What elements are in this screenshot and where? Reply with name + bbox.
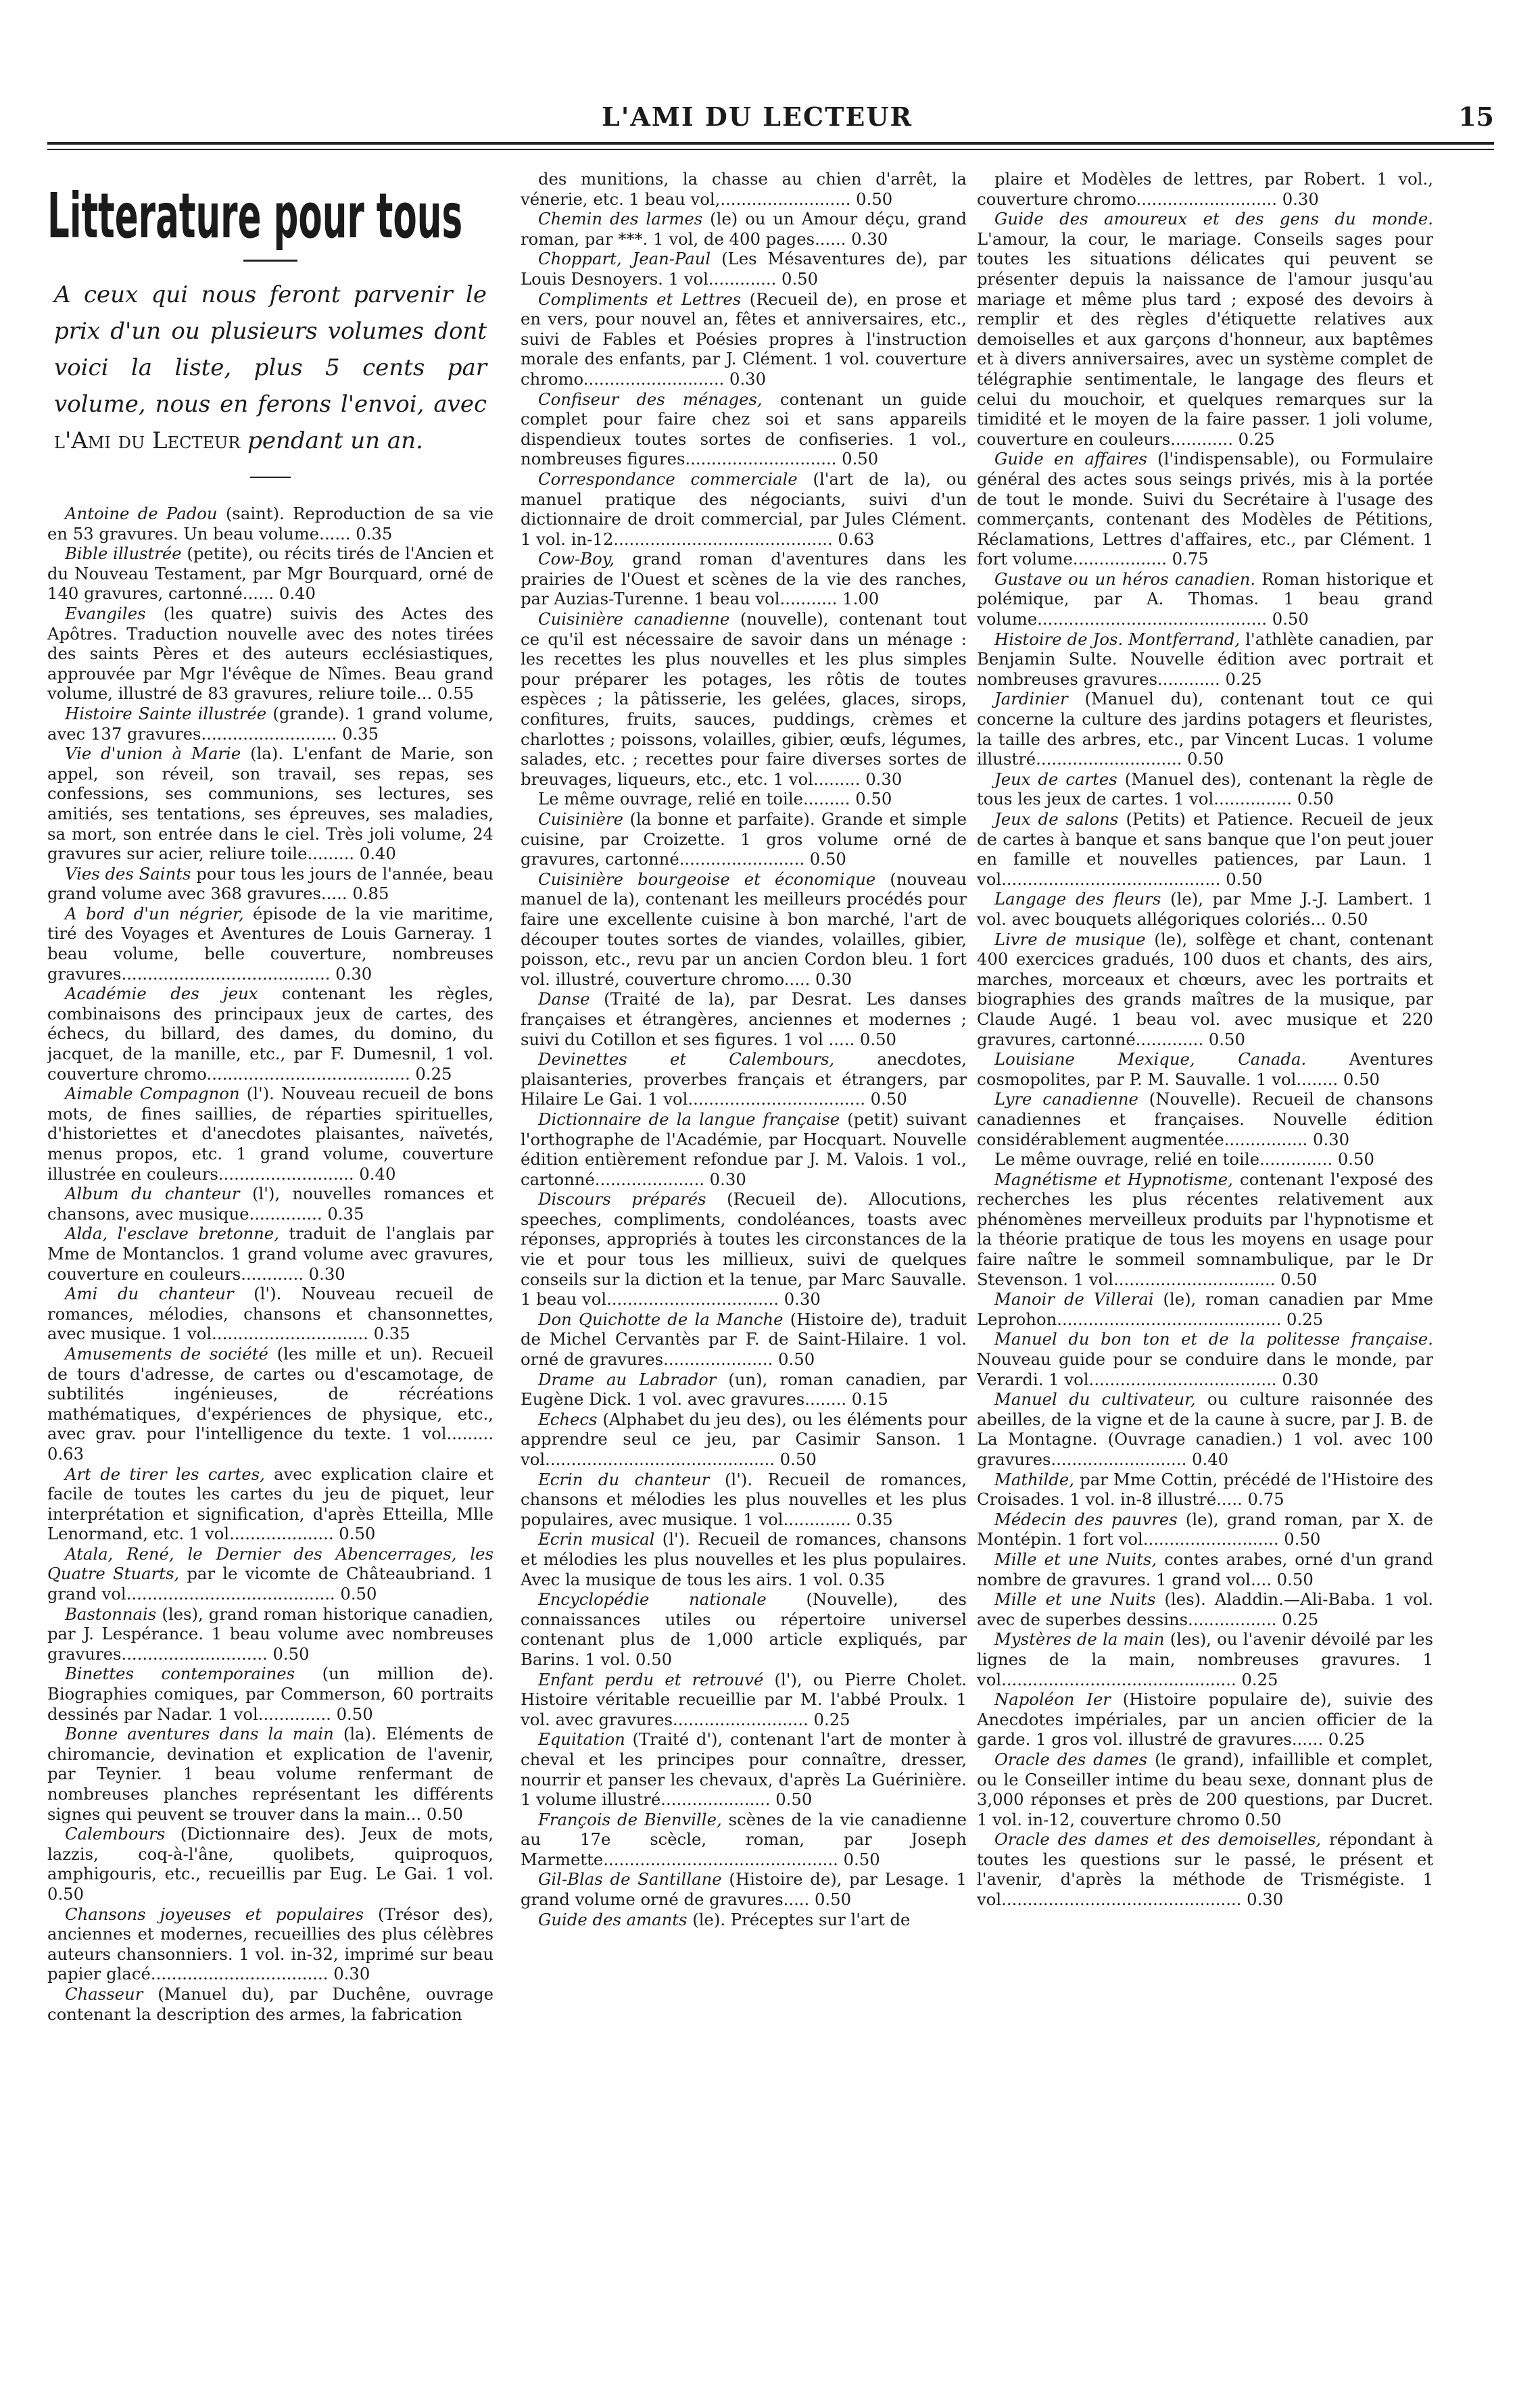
column-1-entries <box>47 504 494 2024</box>
section-intro <box>54 276 487 459</box>
catalog-entry <box>47 704 494 744</box>
catalog-entry <box>977 809 1433 889</box>
entry-description: (Recueil de). Allocutions, speeches, compliments, condoléances, toasts avec réponses, appropriés à toutes les circonstances de la vie et pour tous les millieux, suivi de quelques conseils sur la diction et la tenue, par Marc Sauvalle. 1 beau vol................................. 0.30 <box>521 1189 967 1309</box>
entry-description: Nouveau guide pour se conduire dans le monde, par Verardi. 1 vol.................................... 0.30 <box>977 1349 1433 1389</box>
entry-title: Gustave ou un héros canadien. <box>994 569 1256 589</box>
running-title: L'AMI DU LECTEUR <box>602 101 913 132</box>
entry-title: Compliments et Lettres <box>538 289 742 309</box>
catalog-entry <box>977 1389 1433 1469</box>
entry-title: Alda, l'esclave bretonne, <box>65 1224 279 1244</box>
entry-title: Calembours <box>65 1824 166 1844</box>
page-header <box>47 101 1494 142</box>
catalog-entry <box>521 169 967 209</box>
entry-title: Choppart, Jean-Paul <box>538 249 711 269</box>
catalog-entry <box>977 1089 1433 1149</box>
entry-title: Académie des jeux <box>65 984 258 1004</box>
catalog-entry <box>521 1049 967 1109</box>
catalog-entry <box>47 744 494 864</box>
entry-title: Langage des fleurs <box>994 889 1161 909</box>
catalog-entry <box>47 1664 494 1724</box>
entry-title: Discours préparés <box>538 1189 706 1209</box>
entry-description: (le), grand roman, par X. de Montépin. 1 fort vol.......................... 0.50 <box>977 1509 1433 1549</box>
entry-title: Danse <box>538 989 590 1009</box>
catalog-entry <box>47 1344 494 1464</box>
section-title: Litterature pour tous <box>47 180 463 252</box>
catalog-entry <box>977 629 1433 690</box>
column-3-entries <box>977 169 1433 1910</box>
catalog-entry <box>521 289 967 389</box>
catalog-entry <box>521 469 967 549</box>
entry-description: L'amour, la cour, le mariage. Conseils sages pour toutes les situations délicates qui peuvent se présenter depuis la naissance de l'amour jusqu'au mariage et même plus tard ; exposé des devoirs à remplir et des règles d'étiquette relatives aux demoiselles et aux garçons d'honneur, aux baptêmes et à divers anniversaires, avec un système complet de télégraphie sentimentale, le langage des fleurs et celui du mouchoir, et quelques remarques sur la timidité et le moyen de la faire passer. 1 joli volume, couverture en couleurs............ 0.25 <box>977 228 1433 449</box>
catalog-entry <box>47 1824 494 1904</box>
entry-description: (Les Mésaventures de), par Louis Desnoyers. 1 vol............. 0.50 <box>521 249 967 289</box>
entry-title: A bord d'un négrier, <box>65 903 244 923</box>
entry-title: Aimable Compagnon <box>65 1084 240 1104</box>
entry-description: (l'indispensable), ou Formulaire général des actes sous seings privés, mis à la portée de tout le monde. Suivi du Secrétaire à l'usage des commerçants, contenant des Modèles de Pétitions, Réclamations, Lettres d'affaires, etc., par Clément. 1 fort volume.................. 0.75 <box>977 449 1433 569</box>
catalog-entry <box>977 1289 1433 1329</box>
catalog-entry <box>521 249 967 289</box>
catalog-entry <box>977 209 1433 449</box>
entry-description: (un), roman canadien, par Eugène Dick. 1 vol. avec gravures........ 0.15 <box>521 1369 967 1410</box>
entry-title: Jeux de salons <box>994 809 1119 829</box>
entry-description: (Nouvelle), des connaissances utiles ou répertoire universel contenant plus de 1,000 article expliqués, par Barins. 1 vol. 0.50 <box>521 1589 967 1669</box>
entry-title: Chemin des larmes <box>538 209 703 229</box>
entry-description: (Petits) et Patience. Recueil de jeux de cartes à banque et sans banque que l'on peut jouer en famille et nouvelles patiences, par Laun. 1 vol.......................................... 0.50 <box>977 809 1433 889</box>
catalog-entry <box>521 1109 967 1189</box>
entry-title: Louisiane Mexique, Canada. <box>994 1049 1307 1069</box>
entry-description: avec explication claire et facile de toutes les cartes du jeu de piquet, leur interprétation et signification, d'après Etteilla, Mlle Lenormand, etc. 1 vol.................... 0.50 <box>47 1464 494 1544</box>
entry-title: Don Quichotte de la Manche <box>538 1309 784 1329</box>
entry-title: Confiseur des ménages, <box>538 389 763 409</box>
entry-title: Drame au Labrador <box>538 1369 717 1389</box>
entry-description: pour tous les jours de l'année, beau grand volume avec 368 gravures..... 0.85 <box>47 863 494 904</box>
entry-title: Mille et une Nuits <box>994 1589 1156 1610</box>
catalog-entry <box>977 689 1433 769</box>
catalog-entry <box>521 1309 967 1370</box>
entry-title: Histoire de Jos. Montferrand, <box>994 629 1241 649</box>
entry-title: Guide en affaires <box>994 449 1147 469</box>
entry-description: ou culture raisonnée des abeilles, de la vigne et de la caune à sucre, par J. B. de La Montagne. (Ouvrage canadien.) 1 vol. avec 100 gravures.......................... 0.40 <box>977 1389 1433 1469</box>
entry-title: Gil-Blas de Santillane <box>538 1869 722 1889</box>
entry-title: Guide des amoureux et des gens du monde. <box>994 209 1433 229</box>
entry-title: Mystères de la main <box>994 1629 1165 1650</box>
entry-title: Binettes contemporaines <box>65 1664 295 1684</box>
entry-title: Cuisinière bourgeoise et économique <box>538 869 876 889</box>
catalog-entry <box>977 1049 1433 1089</box>
catalog-entry <box>521 809 967 869</box>
entry-description: Roman historique et polémique, par A. Thomas. 1 beau grand volume............................................ 0.50 <box>977 569 1433 629</box>
entry-title: Antoine de Padou <box>65 504 218 523</box>
entry-title: Histoire Sainte illustrée <box>65 703 267 723</box>
entry-description: (Recueil de), en prose et en vers, pour nouvel an, fêtes et anniversaires, etc., suivi de Fables et Poésies propres à l'instruction morale des enfants, par J. Clément. 1 vol. couverture chromo........................... 0.30 <box>521 289 967 389</box>
entry-description: Le même ouvrage, relié en toile......... 0.50 <box>538 789 892 809</box>
entry-title: Jardinier <box>994 689 1068 709</box>
entry-title: Bastonnais <box>65 1604 157 1624</box>
entry-title: Encyclopédie nationale <box>538 1589 767 1610</box>
entry-description: (l'), nouvelles romances et chansons, avec musique.............. 0.35 <box>47 1184 494 1224</box>
catalog-entry <box>977 1510 1433 1549</box>
entry-description: par Mme Cottin, précédé de l'Histoire des Croisades. 1 vol. in-8 illustré..... 0.75 <box>977 1469 1433 1510</box>
catalog-entry <box>521 1869 967 1909</box>
intro-rule <box>250 477 291 478</box>
entry-title: Cow-Boy, <box>538 549 615 569</box>
entry-description: contes arabes, orné d'un grand nombre de gravures. 1 grand vol.... 0.50 <box>977 1549 1433 1589</box>
catalog-entry <box>977 1149 1433 1170</box>
entry-description: (petit) suivant l'orthographe de l'Académie, par Hocquart. Nouvelle édition entièrement refondue par J. M. Valois. 1 vol., cartonné..................... 0.30 <box>521 1109 967 1189</box>
entry-description: (Trésor des), anciennes et modernes, recueillies des plus célèbres auteurs chansonniers. 1 vol. in-32, imprimé sur beau papier glacé.................................. 0.30 <box>47 1904 494 1984</box>
entry-title: Oracle des dames <box>994 1749 1148 1769</box>
catalog-entry <box>977 1329 1433 1389</box>
catalog-entry <box>977 1589 1433 1629</box>
entry-title: Guide des amants <box>538 1909 688 1929</box>
intro-text: A ceux qui nous feront parvenir le prix d'un ou plusieurs volumes dont voici la liste, plus 5 cents par volume, nous en ferons l'envoi, avec <box>54 281 487 418</box>
catalog-entry <box>521 1410 967 1470</box>
entry-title: Chasseur <box>65 1983 143 2004</box>
entry-title: Bonne aventures dans la main <box>65 1724 334 1744</box>
catalog-entry <box>47 1604 494 1664</box>
catalog-entry <box>47 904 494 984</box>
entry-title: Manoir de Villerai <box>994 1289 1154 1309</box>
catalog-entry <box>47 504 494 544</box>
catalog-entry <box>47 1724 494 1824</box>
entry-description: (grande). 1 grand volume, avec 137 gravures.......................... 0.35 <box>47 703 494 744</box>
entry-description: grand roman d'aventures dans les prairies de l'Ouest et scènes de la vie des ranches, par Auzias-Turenne. 1 beau vol........... 1.00 <box>521 549 967 609</box>
entry-title: Oracle des dames et des demoiselles, <box>994 1829 1322 1850</box>
page-number: 15 <box>1458 101 1494 132</box>
catalog-entry <box>47 984 494 1084</box>
entry-title: Manuel du cultivateur, <box>994 1389 1196 1410</box>
entry-description: plaire et Modèles de lettres, par Robert. 1 vol., couverture chromo........................... 0.30 <box>977 169 1433 209</box>
entry-title: Cuisinière <box>538 809 624 829</box>
entry-title: Correspondance commerciale <box>538 468 798 489</box>
catalog-entry <box>521 1910 967 1930</box>
entry-title: Magnétisme et Hypnotisme, <box>994 1169 1233 1189</box>
entry-description: (saint). Reproduction de sa vie en 53 gravures. Un beau volume...... 0.35 <box>47 504 494 544</box>
entry-title: Livre de musique <box>994 929 1146 949</box>
entry-description: (Traité de la), par Desrat. Les danses françaises et étrangères, anciennes et modernes ; suivi du Cotillon et ses figures. 1 vol ..... 0.50 <box>521 989 967 1049</box>
entry-description: (nouveau manuel de la), contenant les meilleurs procédés pour faire une excellente cuisine à bon marché, l'art de découper toutes sortes de viandes, volailles, gibier, poisson, etc., revu par un ancien Cordon bleu. 1 fort vol. illustré, couverture chromo..... 0.30 <box>521 869 967 989</box>
entry-title: Evangiles <box>65 603 146 623</box>
entry-description: (Traité d'), contenant l'art de monter à cheval et les principes pour connaître, dresser, nourrir et panser les chevaux, d'après La Guérinière. 1 volume illustré..................... 0.50 <box>521 1729 967 1810</box>
entry-title: Cuisinière canadienne <box>538 609 730 629</box>
header-rule-thin <box>47 149 1494 150</box>
catalog-entry <box>47 544 494 604</box>
entry-description: Le même ouvrage, relié en toile.............. 0.50 <box>994 1149 1374 1170</box>
catalog-entry <box>977 889 1433 929</box>
entry-description: épisode de la vie maritime, tiré des Voyages et Aventures de Louis Garneray. 1 beau volume, belle couverture, nombreuses gravures........................................ 0.30 <box>47 903 494 984</box>
entry-description: (l'). Recueil de romances, chansons et mélodies les plus nouvelles et les plus populaires. Avec la musique de tous les airs. 1 vol. 0.35 <box>521 1529 967 1589</box>
catalog-entry <box>521 209 967 249</box>
entry-description: (les quatre) suivis des Actes des Apôtres. Traduction nouvelle avec des notes tirées des saints Pères et des auteurs ecclésiastiques, approuvée par Mgr l'évêque de Nîmes. Beau grand volume, illustré de 83 gravures, reliure toile... 0.55 <box>47 603 494 704</box>
entry-title: François de Bienville, <box>538 1809 722 1829</box>
catalog-entry <box>521 1529 967 1589</box>
entry-title: Enfant perdu et retrouvé <box>538 1669 764 1689</box>
entry-description: traduit de l'anglais par Mme de Montanclos. 1 grand volume avec gravures, couverture en couleurs............ 0.30 <box>47 1224 494 1284</box>
catalog-entry <box>977 1829 1433 1909</box>
catalog-entry <box>47 604 494 704</box>
catalog-entry <box>977 569 1433 629</box>
catalog-entry <box>521 1670 967 1730</box>
entry-title: Ami du chanteur <box>65 1284 234 1304</box>
entry-description: (Manuel du), par Duchêne, ouvrage contenant la description des armes, la fabrication <box>47 1983 494 2024</box>
entry-title: Equitation <box>538 1729 625 1750</box>
catalog-entry <box>977 1750 1433 1829</box>
catalog-entry <box>47 1904 494 1984</box>
catalog-entry <box>521 1589 967 1669</box>
entry-description: (la bonne et parfaite). Grande et simple cuisine, par Croizette. 1 gros volume orné de gravures, cartonné........................ 0.50 <box>521 809 967 869</box>
catalog-entry <box>521 609 967 789</box>
entry-description: (l'art de la), ou manuel pratique des négociants, suivi d'un dictionnaire de droit commercial, par Jules Clément. 1 vol. in-12.......................................... 0.63 <box>521 468 967 549</box>
catalog-entry <box>47 1184 494 1224</box>
catalog-entry <box>977 1629 1433 1689</box>
catalog-entry <box>977 769 1433 809</box>
entry-description: (Manuel des), contenant la règle de tous les jeux de cartes. 1 vol............... 0.50 <box>977 769 1433 809</box>
column-3 <box>977 169 1433 2271</box>
catalog-entry <box>47 864 494 904</box>
entry-description: anecdotes, plaisanteries, proverbes français et étrangers, par Hilaire Le Gai. 1 vol.................................. 0.50 <box>521 1049 967 1109</box>
entry-title: Mathilde, <box>994 1469 1074 1489</box>
entry-description: (les), grand roman historique canadien, par J. Lespérance. 1 beau volume avec nombreuses gravures............................ 0.50 <box>47 1604 494 1664</box>
catalog-entry <box>977 1549 1433 1589</box>
entry-description: (l'), ou Pierre Cholet. Histoire véritable recueillie par M. l'abbé Proulx. 1 vol. avec gravures.......................... 0.25 <box>521 1669 967 1729</box>
entry-title: Mille et une Nuits, <box>994 1549 1157 1569</box>
catalog-entry <box>977 930 1433 1050</box>
entry-description: (le), par Mme J.-J. Lambert. 1 vol. avec bouquets allégoriques coloriés... 0.50 <box>977 889 1433 929</box>
entry-description: contenant l'exposé des recherches les plus récentes relativement aux phénomènes merveilleux produits par l'hypnotisme et la théorie pratique de tous les moyens en usage pour faire naître le sommeil somnambulique, par le Dr Stevenson. 1 vol............................... 0.50 <box>977 1169 1433 1289</box>
header-rule <box>47 142 1494 145</box>
catalog-entry <box>521 389 967 469</box>
catalog-entry <box>521 989 967 1049</box>
entry-title: Chansons joyeuses et populaires <box>65 1904 364 1924</box>
catalog-entry <box>47 1984 494 2024</box>
entry-description: (Histoire de), traduit de Michel Cervantès par F. de Saint-Hilaire. 1 vol. orné de gravures..................... 0.50 <box>521 1309 967 1370</box>
entry-title: Manuel du bon ton et de la politesse française. <box>994 1329 1433 1349</box>
column-2 <box>521 169 967 2271</box>
catalog-entry <box>521 1470 967 1530</box>
entry-description: (nouvelle), contenant tout ce qu'il est nécessaire de savoir dans un ménage : les recettes les plus nouvelles et les plus simples pour préparer les potages, les rôtis de toutes espèces ; la pâtisserie, les gelées, glaces, sirops, confitures, fruits, sauces, puddings, crèmes et charlottes ; poissons, volailles, gibier, œufs, légumes, salades, etc. ; recettes pour faire diverses sortes de breuvages, liqueurs, etc., etc. 1 vol......... 0.30 <box>521 609 967 789</box>
entry-title: Médecin des pauvres <box>994 1509 1178 1529</box>
entry-description: (la). L'enfant de Marie, son appel, son réveil, son travail, ses repas, ses confessions, ses communions, ses lectures, ses amitiés, ses tentations, ses épreuves, ses maladies, sa mort, son entrée dans le ciel. Très joli volume, 24 gravures sur acier, reliure toile......... 0.40 <box>47 744 494 864</box>
entry-description: contenant un guide complet pour faire chez soi et sans appareils dispendieux toutes sortes de confiseries. 1 vol., nombreuses figures............................. 0.50 <box>521 389 967 469</box>
entry-description: l'athlète canadien, par Benjamin Sulte. Nouvelle édition avec portrait et nombreuses gravures............ 0.25 <box>977 629 1433 689</box>
entry-title: Bible illustrée <box>65 544 182 564</box>
catalog-entry <box>521 1810 967 1870</box>
entry-description: (Dictionnaire des). Jeux de mots, lazzis, coq-à-l'âne, quolibets, quiproquos, amphigouris, etc., recueillis par Eug. Le Gai. 1 vol. 0.50 <box>47 1824 494 1904</box>
entry-description: (un million de). Biographies comiques, par Commerson, 60 portraits dessinés par Nadar. 1 vol.............. 0.50 <box>47 1664 494 1724</box>
catalog-entry <box>47 1544 494 1604</box>
catalog-entry <box>521 549 967 609</box>
entry-description: (le), solfège et chant, contenant 400 exercices gradués, 100 duos et chants, des airs, marches, morceaux et chœurs, avec les portraits et biographies des grands maîtres de la musique, par Claude Augé. 1 beau vol. avec musique et 220 gravures, cartonné............. 0.50 <box>977 929 1433 1049</box>
entry-title: Ecrin du chanteur <box>538 1469 710 1489</box>
entry-description: (la). Eléments de chiromancie, devination et explication de l'avenir, par Teynier. 1 beau volume renfermant de nombreuses planches représentant les différents signes qui peuvent se trouver dans la main... 0.50 <box>47 1724 494 1824</box>
catalog-entry <box>521 789 967 809</box>
column-2-entries <box>521 169 967 1929</box>
entry-description: (les mille et un). Recueil de tours d'adresse, de cartes ou d'escamotage, de subtilités ingénieuses, de récréations mathématiques, d'expériences de physique, etc., avec grav. pour l'intelligence du texte. 1 vol......... 0.63 <box>47 1343 494 1464</box>
catalog-entry <box>521 1370 967 1410</box>
entry-title: Vie d'union à Marie <box>65 744 241 764</box>
entry-description: (l'). Nouveau recueil de romances, mélodies, chansons et chansonnettes, avec musique. 1 vol.............................. 0.35 <box>47 1284 494 1344</box>
intro-journal-name: l'Ami du Lecteur <box>54 427 241 454</box>
entry-description: (l'). Recueil de romances, chansons et mélodies les plus nouvelles et les plus populaires, avec musique. 1 vol............. 0.35 <box>521 1469 967 1529</box>
entry-title: Devinettes et Calembours, <box>538 1049 835 1069</box>
entry-description: (les). Aladdin.—Ali-Baba. 1 vol. avec de superbes dessins................. 0.25 <box>977 1589 1433 1629</box>
entry-description: (Manuel du), contenant tout ce qui concerne la culture des jardins potagers et fleuristes, la taille des arbres, etc., par Vincent Lucas. 1 volume illustré............................ 0.50 <box>977 689 1433 769</box>
entry-description: scènes de la vie canadienne au 17e scècle, roman, par Joseph Marmette............................................. 0.50 <box>521 1809 967 1869</box>
entry-description: (l'). Nouveau recueil de bons mots, de fines saillies, de réparties spirituelles, d'historiettes et d'anecdotes plaisantes, naïvetés, menus propos, etc. 1 grand volume, couverture illustrée en couleurs.......................... 0.40 <box>47 1084 494 1184</box>
entry-title: Echecs <box>538 1409 598 1429</box>
catalog-entry <box>47 1284 494 1344</box>
catalog-entry <box>521 869 967 990</box>
entry-description: (Histoire populaire de), suivie des Anecdotes impériales, par un ancien officier de la garde. 1 gros vol. illustré de gravures...... 0.25 <box>977 1689 1433 1750</box>
title-rule <box>243 260 297 262</box>
entry-title: Atala, René, le Dernier des Abencerrages, les Quatre Stuarts, <box>47 1543 494 1584</box>
entry-description: (le), roman canadien par Mme Leprohon........................................... 0.25 <box>977 1289 1433 1329</box>
entry-description: des munitions, la chasse au chien d'arrêt, la vénerie, etc. 1 beau vol,......................... 0.50 <box>521 169 967 209</box>
catalog-entry <box>977 449 1433 569</box>
entry-title: Ecrin musical <box>538 1529 655 1549</box>
column-1 <box>47 169 494 2271</box>
catalog-entry <box>47 1464 494 1544</box>
entry-description: (les), ou l'avenir dévoilé par les lignes de la main, nombreuses gravures. 1 vol............................................. 0.25 <box>977 1629 1433 1689</box>
entry-description: (Nouvelle). Recueil de chansons canadiennes et françaises. Nouvelle édition considérablement augmentée................ 0.30 <box>977 1089 1433 1149</box>
catalog-entry <box>977 169 1433 209</box>
entry-description: (le) ou un Amour déçu, grand roman, par ***. 1 vol, de 400 pages...... 0.30 <box>521 209 967 249</box>
catalog-entry <box>977 1470 1433 1510</box>
entry-description: (Histoire de), par Lesage. 1 grand volume orné de gravures..... 0.50 <box>521 1869 967 1910</box>
entry-description: Aventures cosmopolites, par P. M. Sauvalle. 1 vol........ 0.50 <box>977 1049 1433 1089</box>
entry-description: (Alphabet du jeu des), ou les éléments pour apprendre seul ce jeu, par Casimir Sanson. 1 vol............................................ 0.50 <box>521 1409 967 1469</box>
entry-title: Art de tirer les cartes, <box>65 1464 265 1484</box>
entry-title: Lyre canadienne <box>994 1089 1138 1109</box>
entry-title: Dictionnaire de la langue française <box>538 1109 840 1129</box>
entry-title: Album du chanteur <box>65 1184 240 1204</box>
entry-title: Amusements de société <box>65 1343 268 1364</box>
catalog-entry <box>521 1189 967 1309</box>
entry-description: par le vicomte de Châteaubriand. 1 grand vol........................................ 0.50 <box>47 1564 494 1604</box>
catalog-entry <box>977 1689 1433 1750</box>
catalog-entry <box>977 1170 1433 1290</box>
entry-description: répondant à toutes les questions sur le passé, le présent et l'avenir, d'après la méthode de Trismégiste. 1 vol.............................................. 0.30 <box>977 1829 1433 1910</box>
catalog-entry <box>47 1224 494 1284</box>
entry-title: Napoléon Ier <box>994 1689 1111 1710</box>
entry-description: (le). Préceptes sur l'art de <box>687 1909 911 1929</box>
catalog-entry <box>521 1729 967 1809</box>
entry-description: (le grand), infaillible et complet, ou le Conseiller intime du beau sexe, donnant plus de 3,000 réponses et près de 200 questions, par Ducret. 1 vol. in-12, couverture chromo 0.50 <box>977 1749 1433 1829</box>
entry-description: contenant les règles, combinaisons des principaux jeux de cartes, des échecs, du billard, des dames, du domino, du jacquet, de la manille, etc., par F. Dumesnil, 1 vol. couverture chromo....................................... 0.25 <box>47 984 494 1084</box>
entry-title: Jeux de cartes <box>994 769 1117 789</box>
intro-text-end: pendant un an. <box>247 427 423 454</box>
catalog-entry <box>47 1084 494 1184</box>
entry-description: (petite), ou récits tirés de l'Ancien et du Nouveau Testament, par Mgr Bourquard, orné de 140 gravures, cartonné...... 0.40 <box>47 544 494 604</box>
entry-title: Vies des Saints <box>65 863 191 884</box>
